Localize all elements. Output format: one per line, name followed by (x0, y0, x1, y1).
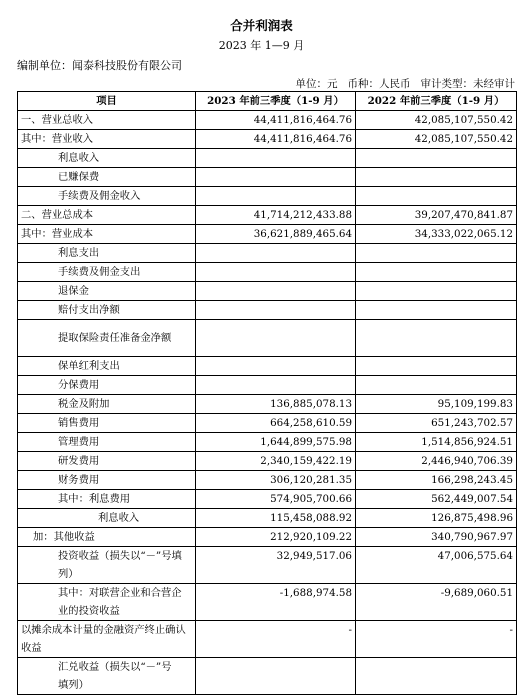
value-2022: 166,298,243.45 (356, 471, 517, 490)
income-statement-table (17, 91, 517, 695)
value-2023: 306,120,281.35 (196, 471, 356, 490)
value-2022 (356, 357, 517, 376)
value-2022: 42,085,107,550.42 (356, 111, 517, 130)
value-2023: - (196, 621, 356, 658)
table-row (18, 414, 517, 433)
row-label: 财务费用 (18, 471, 196, 490)
value-2022: 562,449,007.54 (356, 490, 517, 509)
row-label: 已赚保费 (18, 168, 196, 187)
value-2023 (196, 357, 356, 376)
value-2023 (196, 320, 356, 357)
row-label: 以摊余成本计量的金融资产终止确认收益 (18, 621, 196, 658)
value-2022: 42,085,107,550.42 (356, 130, 517, 149)
value-2022 (356, 282, 517, 301)
row-label: 手续费及佣金支出 (18, 263, 196, 282)
value-2022: 95,109,199.83 (356, 395, 517, 414)
row-label: 其中：利息费用 (18, 490, 196, 509)
value-2022: 47,006,575.64 (356, 547, 517, 584)
table-row (18, 168, 517, 187)
table-row (18, 357, 517, 376)
table-row (18, 282, 517, 301)
column-header-2023: 2023 年前三季度（1-9 月） (196, 92, 356, 111)
value-2023 (196, 301, 356, 320)
row-label: 管理费用 (18, 433, 196, 452)
value-2023: 1,644,899,575.98 (196, 433, 356, 452)
row-label: 研发费用 (18, 452, 196, 471)
value-2023 (196, 263, 356, 282)
value-2023 (196, 282, 356, 301)
row-label: 投资收益（损失以“－”号填列） (18, 547, 196, 584)
row-label: 其中：营业收入 (18, 130, 196, 149)
table-row (18, 111, 517, 130)
column-header-2022: 2022 年前三季度（1-9 月） (356, 92, 517, 111)
table-row (18, 395, 517, 414)
value-2022 (356, 376, 517, 395)
value-2023: 44,411,816,464.76 (196, 130, 356, 149)
value-2022: -9,689,060.51 (356, 584, 517, 621)
currency-label: 币种：人民币 (347, 78, 411, 90)
row-label: 税金及附加 (18, 395, 196, 414)
column-header-item: 项目 (18, 92, 196, 111)
table-row (18, 621, 517, 658)
row-label: 汇兑收益（损失以“－”号填列） (18, 658, 196, 695)
value-2022 (356, 263, 517, 282)
value-2022 (356, 187, 517, 206)
table-row (18, 471, 517, 490)
value-2023 (196, 168, 356, 187)
row-label: 利息收入 (18, 509, 196, 528)
value-2022 (356, 658, 517, 695)
row-label: 其中：营业成本 (18, 225, 196, 244)
value-2023: 44,411,816,464.76 (196, 111, 356, 130)
value-2023: 664,258,610.59 (196, 414, 356, 433)
value-2022: 39,207,470,841.87 (356, 206, 517, 225)
row-label: 其中：对联营企业和合营企业的投资收益 (18, 584, 196, 621)
value-2022: 651,243,702.57 (356, 414, 517, 433)
table-row (18, 320, 517, 357)
value-2023 (196, 149, 356, 168)
statement-period: 2023 年 1—9 月 (218, 39, 305, 52)
row-label: 加：其他收益 (18, 528, 196, 547)
value-2023 (196, 244, 356, 263)
value-2023: 574,905,700.66 (196, 490, 356, 509)
audit-type-label: 审计类型：未经审计 (420, 78, 515, 90)
row-label: 二、营业总成本 (18, 206, 196, 225)
value-2023 (196, 376, 356, 395)
row-label: 销售费用 (18, 414, 196, 433)
value-2023 (196, 658, 356, 695)
value-2022: 1,514,856,924.51 (356, 433, 517, 452)
row-label: 提取保险责任准备金净额 (18, 320, 196, 357)
table-row (18, 149, 517, 168)
value-2022 (356, 244, 517, 263)
table-row (18, 376, 517, 395)
row-label: 分保费用 (18, 376, 196, 395)
value-2023: 136,885,078.13 (196, 395, 356, 414)
value-2022 (356, 149, 517, 168)
table-row (18, 225, 517, 244)
table-row (18, 490, 517, 509)
value-2023: 41,714,212,433.88 (196, 206, 356, 225)
row-label: 一、营业总收入 (18, 111, 196, 130)
value-2022: 34,333,022,065.12 (356, 225, 517, 244)
value-2022: - (356, 621, 517, 658)
value-2022 (356, 168, 517, 187)
table-row (18, 658, 517, 695)
table-row (18, 206, 517, 225)
row-label: 手续费及佣金收入 (18, 187, 196, 206)
table-row (18, 509, 517, 528)
value-2022: 340,790,967.97 (356, 528, 517, 547)
table-row (18, 528, 517, 547)
statement-meta (296, 76, 516, 91)
value-2022 (356, 320, 517, 357)
statement-title: 合并利润表 (230, 18, 293, 33)
table-row (18, 584, 517, 621)
table-row (18, 187, 517, 206)
row-label: 利息收入 (18, 149, 196, 168)
row-label: 利息支出 (18, 244, 196, 263)
value-2023 (196, 187, 356, 206)
table-row (18, 244, 517, 263)
table-row (18, 263, 517, 282)
row-label: 退保金 (18, 282, 196, 301)
value-2023: 2,340,159,422.19 (196, 452, 356, 471)
table-row (18, 301, 517, 320)
value-2022: 126,875,498.96 (356, 509, 517, 528)
value-2023: 115,458,088.92 (196, 509, 356, 528)
row-label: 保单红利支出 (18, 357, 196, 376)
value-2022 (356, 301, 517, 320)
table-row (18, 547, 517, 584)
company-name: 编制单位：闻泰科技股份有限公司 (17, 59, 182, 72)
value-2023: -1,688,974.58 (196, 584, 356, 621)
table-row (18, 130, 517, 149)
value-2023: 32,949,517.06 (196, 547, 356, 584)
table-row (18, 433, 517, 452)
value-2022: 2,446,940,706.39 (356, 452, 517, 471)
table-row (18, 452, 517, 471)
value-2023: 36,621,889,465.64 (196, 225, 356, 244)
unit-label: 单位：元 (295, 78, 338, 90)
row-label: 赔付支出净额 (18, 301, 196, 320)
value-2023: 212,920,109.22 (196, 528, 356, 547)
table-header-row (18, 92, 517, 111)
